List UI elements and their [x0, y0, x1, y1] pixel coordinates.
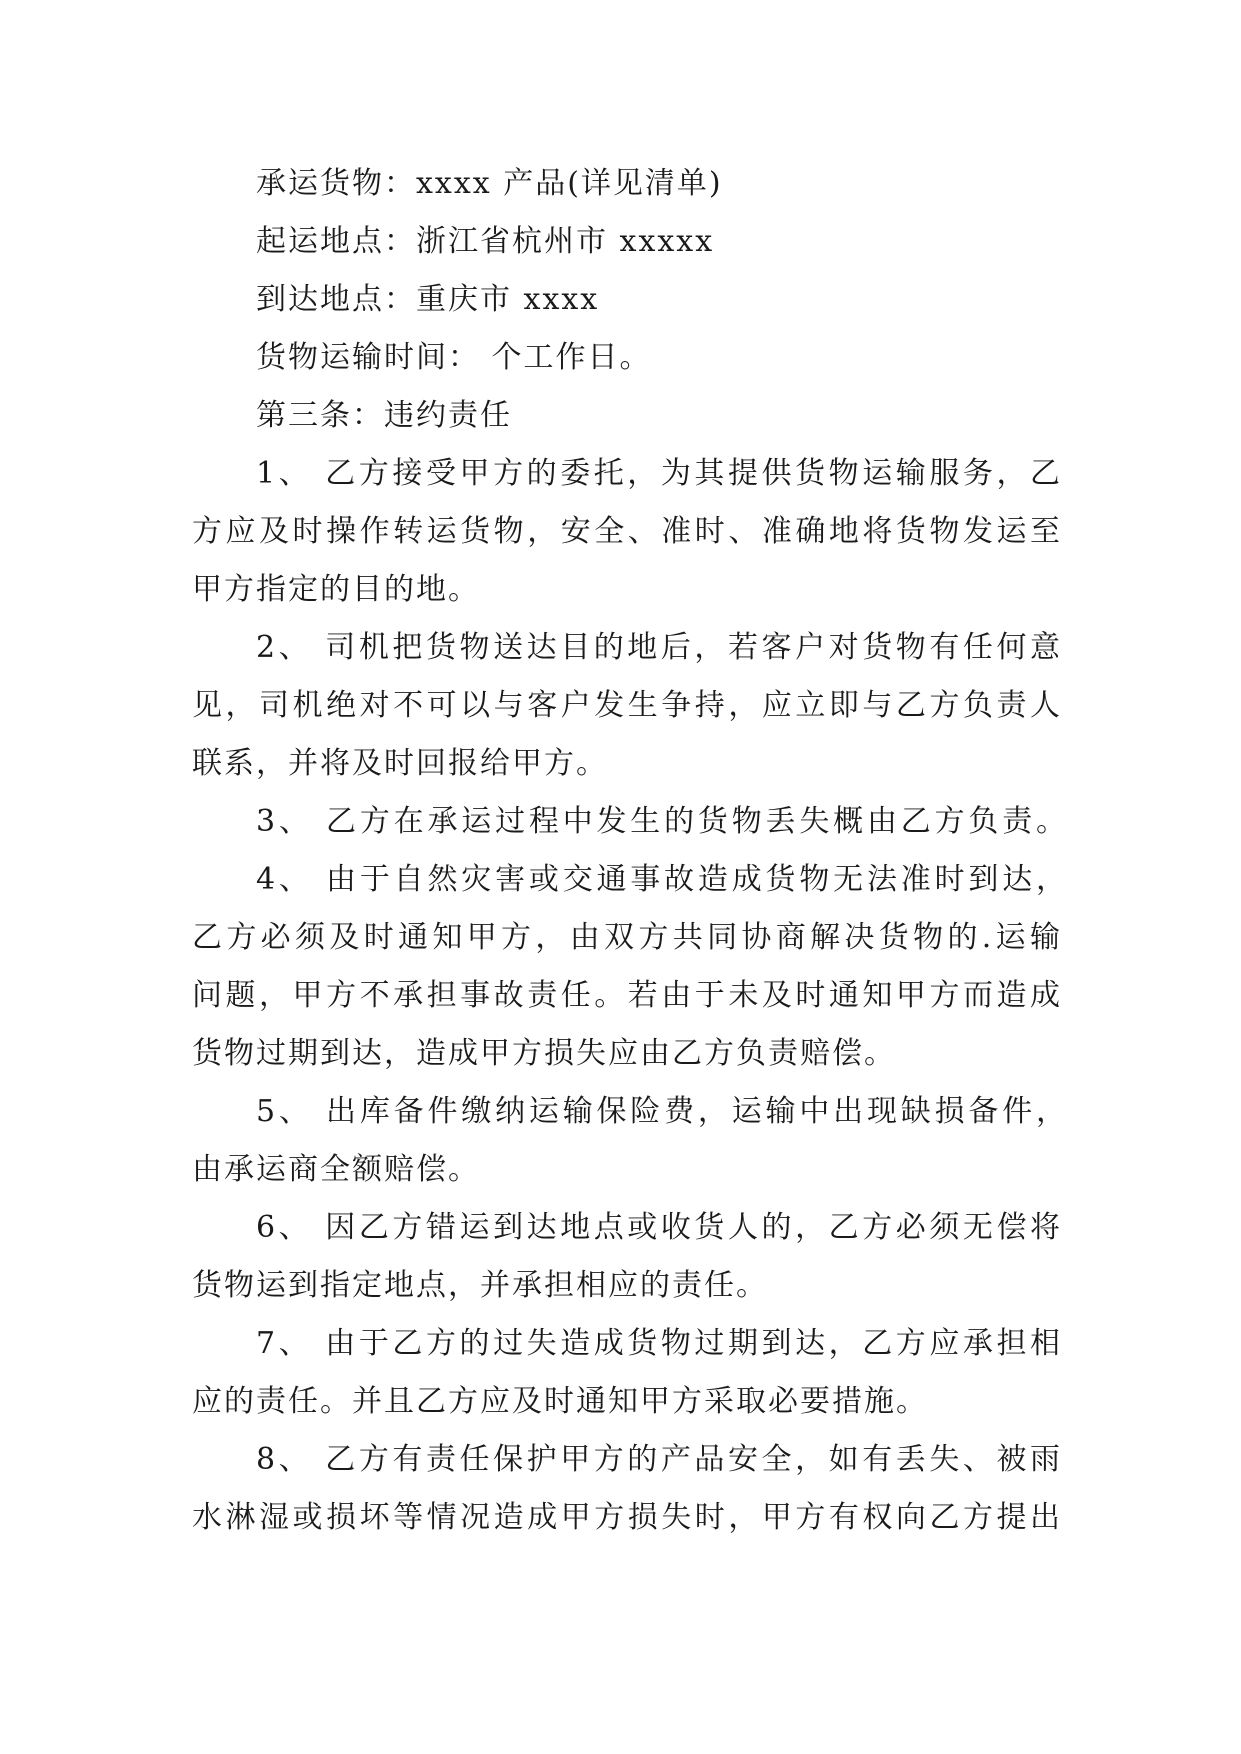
- clause-8-line-2: 水淋湿或损坏等情况造成甲方损失时，甲方有权向乙方提出: [192, 1500, 1062, 1535]
- clause-2-line-1: 2、 司机把货物送达目的地后，若客户对货物有任何意: [256, 630, 1062, 665]
- field-cargo: 承运货物：xxxx 产品(详见清单): [256, 166, 723, 201]
- clause-7-line-1: 7、 由于乙方的过失造成货物过期到达，乙方应承担相: [256, 1326, 1062, 1361]
- clause-4-line-2: 乙方必须及时通知甲方，由双方共同协商解决货物的.运输: [192, 920, 1062, 955]
- clause-8-line-1: 8、 乙方有责任保护甲方的产品安全，如有丢失、被雨: [256, 1442, 1062, 1477]
- section-heading: 第三条：违约责任: [256, 398, 512, 433]
- clause-6-line-2: 货物运到指定地点，并承担相应的责任。: [192, 1268, 768, 1303]
- clause-5-line-1: 5、 出库备件缴纳运输保险费，运输中出现缺损备件，: [256, 1094, 1068, 1129]
- clause-1-line-2: 方应及时操作转运货物，安全、准时、准确地将货物发运至: [192, 514, 1062, 549]
- clause-7-line-2: 应的责任。并且乙方应及时通知甲方采取必要措施。: [192, 1384, 928, 1419]
- clause-2-line-2: 见，司机绝对不可以与客户发生争持，应立即与乙方负责人: [192, 688, 1062, 723]
- clause-2-line-3: 联系，并将及时回报给甲方。: [192, 746, 608, 781]
- clause-1-line-1: 1、 乙方接受甲方的委托，为其提供货物运输服务，乙: [256, 456, 1062, 491]
- clause-4-line-1: 4、 由于自然灾害或交通事故造成货物无法准时到达，: [256, 862, 1068, 897]
- field-transport-time: 货物运输时间： 个工作日。: [256, 340, 652, 375]
- clause-5-line-2: 由承运商全额赔偿。: [192, 1152, 480, 1187]
- clause-6-line-1: 6、 因乙方错运到达地点或收货人的，乙方必须无偿将: [256, 1210, 1062, 1245]
- clause-3-line-1: 3、 乙方在承运过程中发生的货物丢失概由乙方负责。: [256, 804, 1068, 839]
- clause-4-line-3: 问题，甲方不承担事故责任。若由于未及时通知甲方而造成: [192, 978, 1062, 1013]
- clause-1-line-3: 甲方指定的目的地。: [192, 572, 480, 607]
- field-origin: 起运地点：浙江省杭州市 xxxxx: [256, 224, 715, 259]
- clause-4-line-4: 货物过期到达，造成甲方损失应由乙方负责赔偿。: [192, 1036, 896, 1071]
- field-destination: 到达地点：重庆市 xxxx: [256, 282, 600, 317]
